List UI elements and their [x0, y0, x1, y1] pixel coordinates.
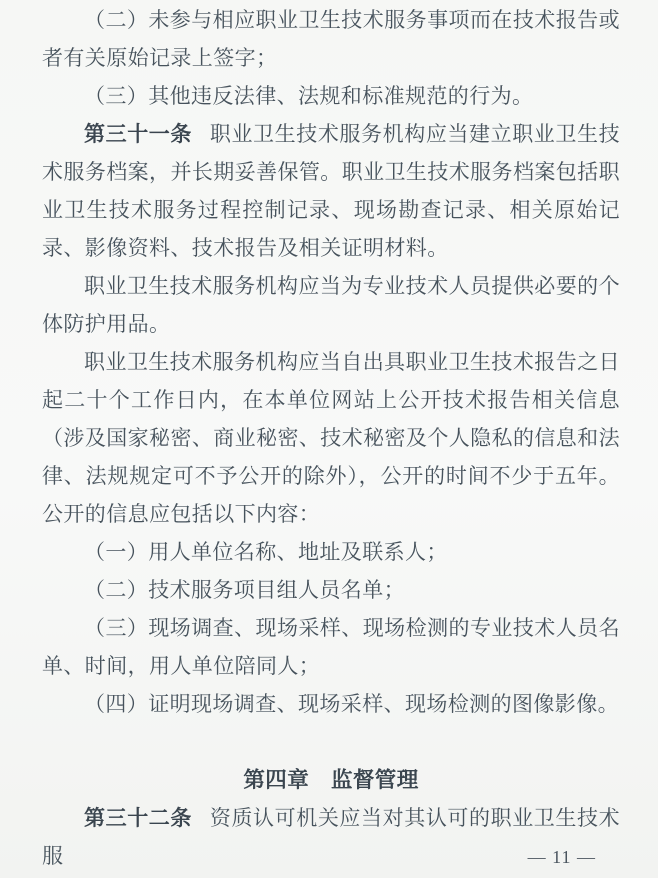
chapter-4-heading: 第四章 监督管理	[243, 768, 419, 792]
document-body	[42, 1, 620, 875]
page-number: — 11 —	[527, 847, 596, 867]
article-32-label: 第三十二条	[84, 806, 192, 830]
ppe-paragraph: 职业卫生技术服务机构应当为专业技术人员提供必要的个体防护用品。	[42, 274, 620, 336]
article-31-paragraph	[42, 115, 620, 267]
list-item-3-other-violations: （三）其他违反法律、法规和标准规范的行为。	[84, 84, 534, 108]
disclosure-item-4: （四）证明现场调查、现场采样、现场检测的图像影像。	[84, 692, 619, 716]
list-item-2-signing: （二）未参与相应职业卫生技术服务事项而在技术报告或者有关原始记录上签字；	[42, 8, 620, 70]
article-31-label: 第三十一条	[84, 122, 192, 146]
article-31-text: 职业卫生技术服务机构应当建立职业卫生技术服务档案，并长期妥善保管。职业卫生技术服务档案包括职业卫生技术服务过程控制记录、现场勘查记录、相关原始记录、影像资料、技术报告及相关证明材料。	[42, 122, 621, 260]
disclosure-item-3: （三）现场调查、现场采样、现场检测的专业技术人员名单、时间，用人单位陪同人；	[42, 616, 620, 678]
disclosure-item-2: （二）技术服务项目组人员名单；	[84, 578, 405, 602]
disclosure-item-1: （一）用人单位名称、地址及联系人；	[84, 540, 448, 564]
article-32-text: 资质认可机关应当对其认可的职业卫生技术服	[42, 806, 621, 868]
disclosure-paragraph: 职业卫生技术服务机构应当自出具职业卫生技术报告之日起二十个工作日内，在本单位网站上公开技术报告相关信息（涉及国家秘密、商业秘密、技术秘密及个人隐私的信息和法律、法规规定可不予公开的除外），公开的时间不少于五年。公开的信息应包括以下内容：	[42, 350, 620, 526]
